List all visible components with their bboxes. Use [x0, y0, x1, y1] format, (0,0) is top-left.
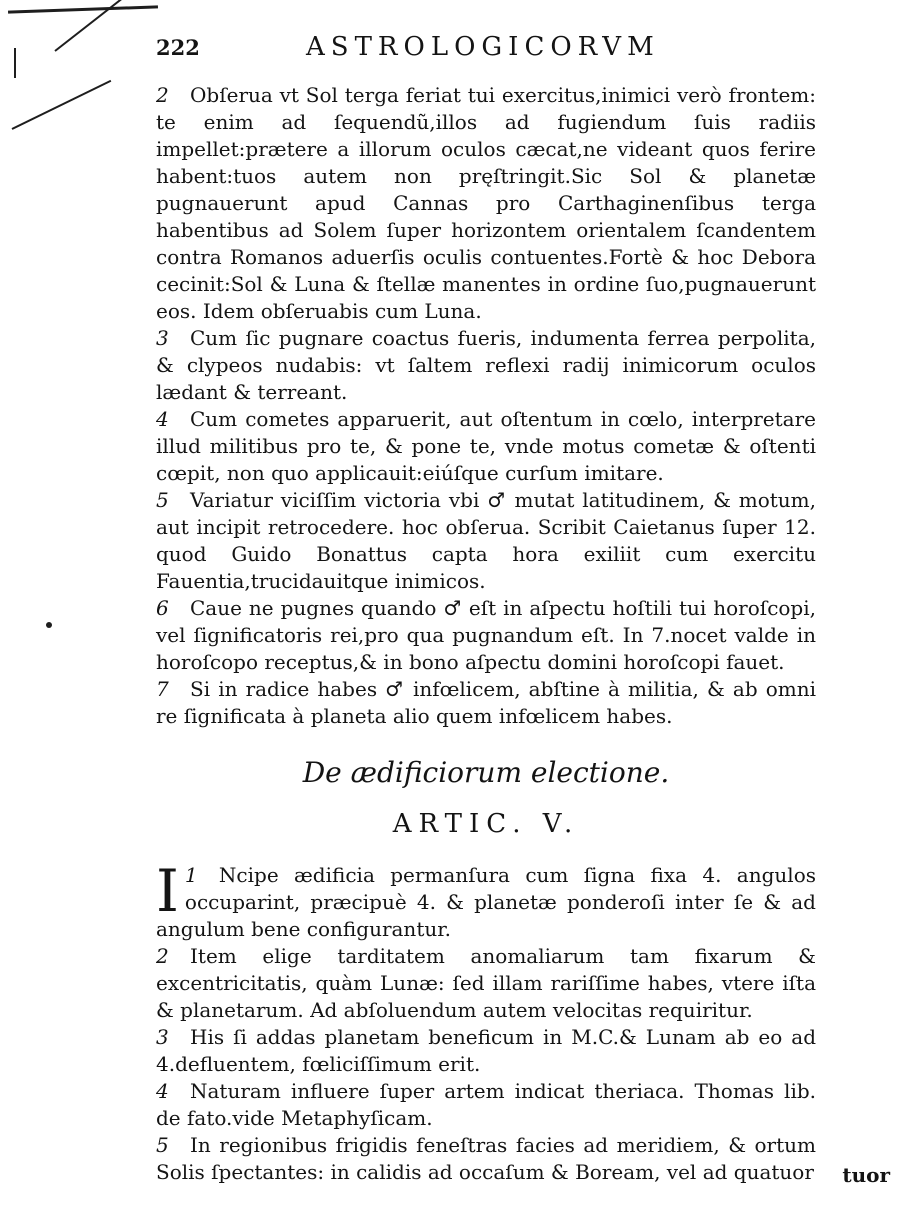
item-text: Si in radice habes ♂ infœlicem, abſtine à militia, & ab omni re ſignificata à planeta alio quem infœlicem habes. [156, 677, 816, 728]
list-item [156, 943, 816, 1024]
scan-stroke-mark [12, 80, 112, 130]
section-two-items [156, 857, 816, 1186]
item-text: Variatur viciſſim victoria vbi ♂ mutat latitudinem, & motum, aut incipit retrocedere. hoc obſerua. Scribit Caietanus ſuper 12. quod Guido Bonattus capta hora exiliit cum exercitu Fauentia,trucidauitque inimicos. [156, 488, 816, 593]
item-number: 5 [156, 488, 169, 512]
item-number: 6 [156, 596, 169, 620]
item-text: Cum ſic pugnare coactus fueris, indumenta ferrea perpolita, & clypeos nudabis: vt ſaltem reflexi radij inimicorum oculos lædant & terreant. [156, 326, 816, 404]
catchword: tuor [842, 1163, 890, 1187]
item-number: 5 [156, 1133, 169, 1157]
item-number: 4 [156, 1079, 169, 1103]
list-item [156, 1024, 816, 1078]
item-text: In regionibus frigidis feneſtras facies ad meridiem, & ortum Solis ſpectantes: in calidis ad occaſum & Boream, vel ad quatuor [156, 1133, 816, 1184]
page-number: 222 [156, 35, 200, 60]
scan-edge-mark [14, 48, 16, 78]
item-text: Cum cometes apparuerit, aut oſtentum in cœlo, interpretare illud militibus pro te, & pone te, vnde motus cometæ & oſtenti cœpit, non quo applicauit:eiúſque curſum imitare. [156, 407, 816, 485]
item-number: 1 [184, 863, 198, 887]
list-item [156, 1078, 816, 1132]
list-item [156, 857, 816, 943]
list-item [156, 82, 816, 325]
item-number: 4 [156, 407, 169, 431]
article-title: ARTIC. V. [392, 809, 580, 839]
item-number: 7 [156, 677, 169, 701]
list-item [156, 487, 816, 595]
item-text: Ncipe ædificia permanſura cum ſigna fixa 4. angulos occuparint, præcipuè 4. & planetæ ponderoſi inter ſe & ad angulum bene configurantur. [156, 863, 816, 941]
item-text: Caue ne pugnes quando ♂ eſt in aſpectu hoſtili tui horoſcopi, vel ſignificatoris rei,pro qua pugnandum eſt. In 7.nocet valde in horoſcopo receptus,& in bono aſpectu domini horoſcopi fauet. [156, 596, 816, 674]
list-item [156, 595, 816, 676]
list-item [156, 676, 816, 730]
item-text: Obſerua vt Sol terga feriat tui exercitus,inimici verò frontem: te enim ad ſequendũ,illos ad fugiendum ſuis radiis impellet:prætere a illorum oculos cæcat,ne videant quos ferire habent:tuos autem non pręſtringit.Sic Sol & planetæ pugnauerunt apud Cannas pro Carthaginenſibus terga habentibus ad Solem ſuper horizontem orientalem ſcandentem contra Romanos aduerſis oculis contuentes.Fortè & hoc Debora cecinit:Sol & Luna & ſtellæ manentes in ordine ſuo,pugnauerunt eos. Idem obſeruabis cum Luna. [156, 83, 816, 323]
item-text: His ſi addas planetam beneficum in M.C.& Lunam ab eo ad 4.defluentem, fœliciſſimum erit. [156, 1025, 816, 1076]
running-title: ASTROLOGICORVM [306, 32, 660, 62]
list-item [156, 406, 816, 487]
drop-cap: I [156, 857, 179, 925]
item-text: Naturam influere ſuper artem indicat theriaca. Thomas lib. de fato.vide Metaphyſicam. [156, 1079, 816, 1130]
page-header [156, 34, 816, 82]
section-one-items [156, 82, 816, 730]
chapter-title: De ædificiorum electione. [302, 756, 670, 789]
item-number: 2 [156, 83, 169, 107]
item-number: 3 [156, 326, 169, 350]
list-item [156, 325, 816, 406]
ink-spot [46, 622, 52, 628]
item-number: 3 [156, 1025, 169, 1049]
item-text: Item elige tarditatem anomaliarum tam fixarum & excentricitatis, quàm Lunæ: ſed illam rariſſime habes, vtere iſta & planetarum. Ad abſoluendum autem velocitas requiritur. [156, 944, 816, 1022]
book-page [156, 34, 816, 1186]
item-number: 2 [156, 944, 169, 968]
list-item [156, 1132, 816, 1186]
scan-edge-mark [8, 5, 158, 13]
